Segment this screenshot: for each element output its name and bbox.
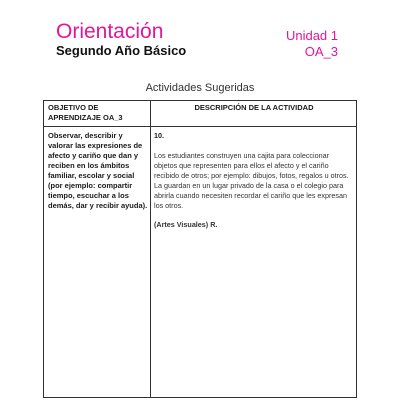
page-title: Orientación: [56, 20, 164, 43]
activity-reference: (Artes Visuales) R.: [154, 220, 218, 229]
objective-column-header: OBJETIVO DE APRENDIZAJE OA_3: [48, 103, 123, 122]
activity-text: Los estudiantes construyen una cajita para coleccionar objetos que representen para ellos el afecto y el cariño recibido de otros; por ejemplo: dibujos, fotos, regalos u otros. La guardan en un lugar privado de la casa o el colegio para abrirla cuando necesiten recordar el cariño que les expresan los otros.: [154, 151, 349, 210]
column-divider: [150, 101, 151, 397]
activities-table: [43, 100, 357, 398]
unit-label: Unidad 1: [285, 28, 338, 43]
description-column-header: DESCRIPCIÓN DE LA ACTIVIDAD: [194, 103, 314, 112]
page-subtitle: Segundo Año Básico: [56, 43, 187, 58]
activity-description: [154, 131, 352, 230]
objective-text: Observar, describir y valorar las expresiones de afecto y cariño que dan y reciben en los ámbitos familiar, escolar y social (por ejemplo: compartir tiempo, escuchar a los demás, dar y recibir ayuda).: [48, 131, 148, 210]
oa-label: OA_3: [304, 44, 338, 59]
activity-number: 10.: [154, 131, 164, 140]
section-title: Actividades Sugeridas: [145, 82, 255, 94]
